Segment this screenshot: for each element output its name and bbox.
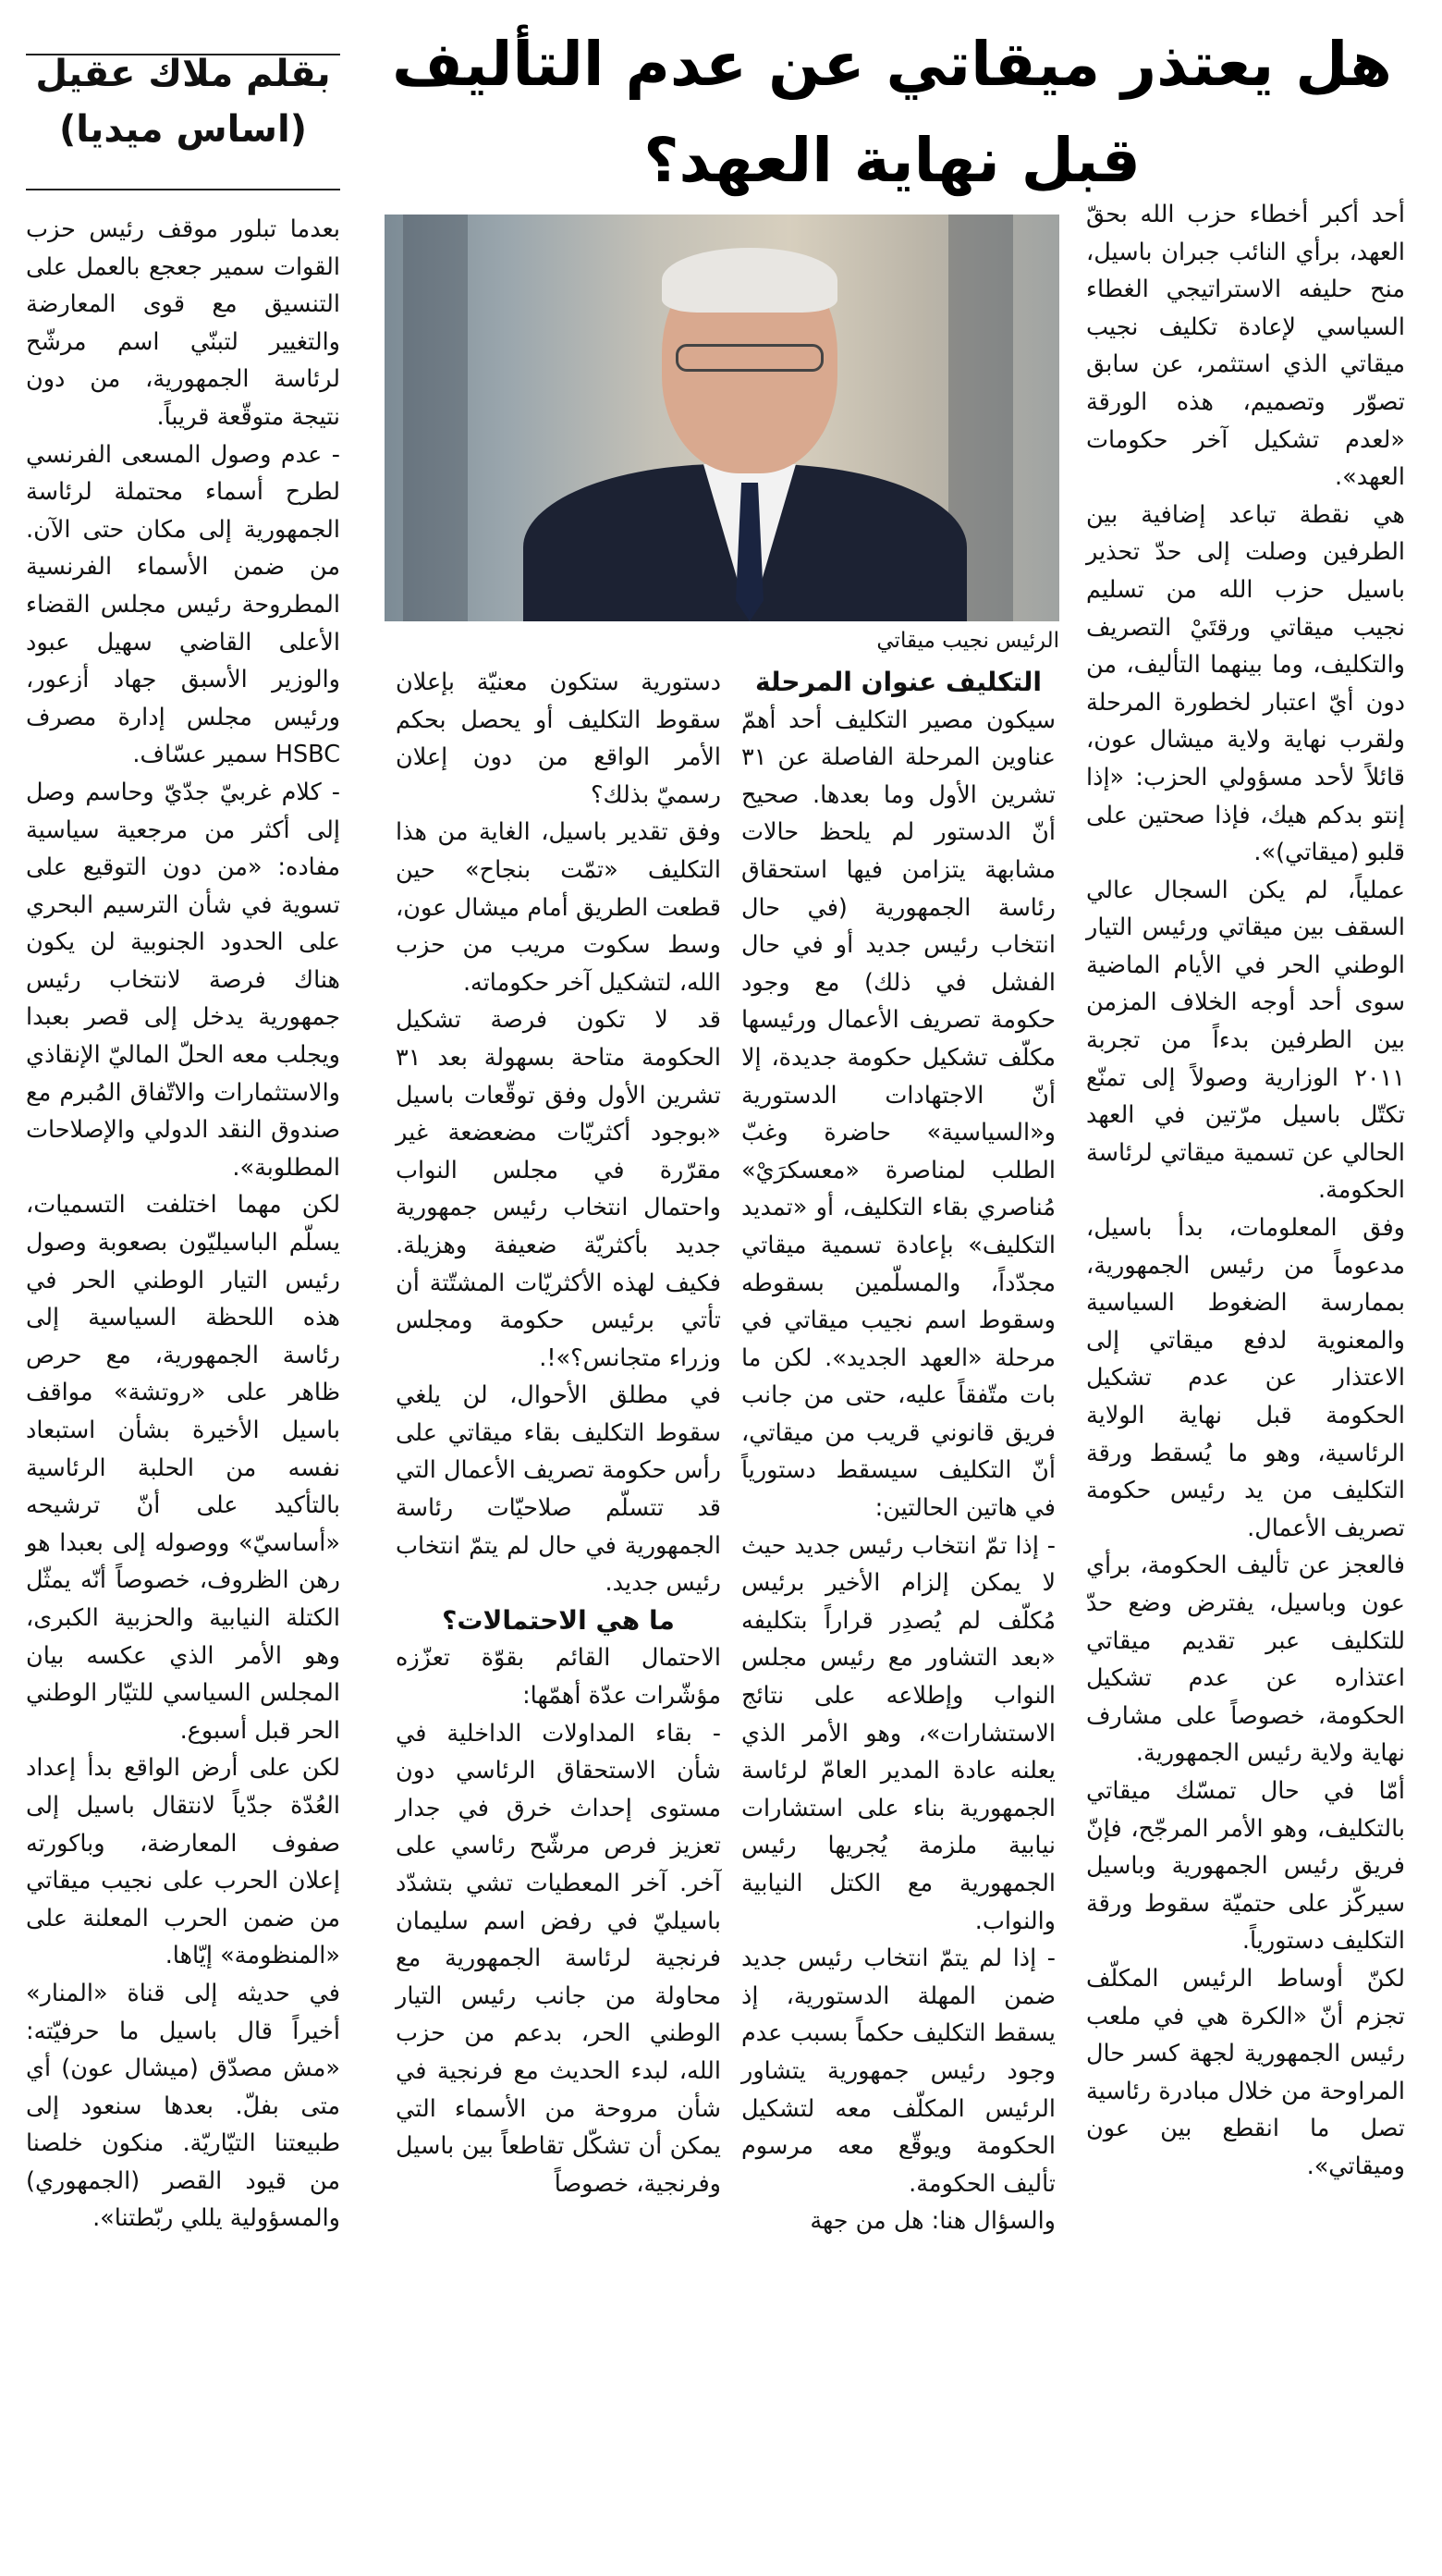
paragraph: عملياً، لم يكن السجال عالي السقف بين ميقاتي ورئيس التيار الوطني الحر في الأيام الماضية سوى أحد أوجه الخلاف المزمن بين الطرفين بدءاً من تجربة ٢٠١١ الوزارية وصولاً إلى تمنّع تكتّل باسيل مرّتين في العهد الحالي عن تسمية ميقاتي لرئاسة الحكومة. [1086,876,1405,1205]
paragraph: - إذا تمّ انتخاب رئيس جديد حيث لا يمكن إلزام الأخير برئيس مُكلّف لم يُصدِر قراراً بتكليفه «بعد التشاور مع رئيس مجلس النواب وإطلاعه على نتائج الاستشارات»، وهو الأمر الذي يعلنه عادة المدير العامّ لرئاسة الجمهورية بناء على استشارات نيابية ملزمة يُجريها رئيس الجمهورية مع الكتل النيابية والنواب. [741,1531,1056,1935]
article-column-1 [1086,196,1405,2185]
photo-background-pillar [403,215,468,621]
paragraph: لكن مهما اختلفت التسميات، يسلّم الباسيليّون بصعوبة وصول رئيس التيار الوطني الحر في هذه اللحظة السياسية إلى رئاسة الجمهورية، مع حرص ظاهر على «روتشة» مواقف باسيل الأخيرة بشأن استبعاد نفسه من الحلبة الرئاسية بالتأكيد على أنّ ترشيحه «أساسيّ» ووصوله إلى بعبدا هو رهن الظروف، خصوصاً أنّه يمثّل الكتلة النيابية والحزبية الكبرى، وهو الأمر الذي عكسه بيان المجلس السياسي للتيّار الوطني الحر قبل أسبوع. [26,1191,340,1745]
source-name: (اساس ميديا) [59,108,307,151]
paragraph: - عدم وصول المسعى الفرنسي لطرح أسماء محتملة لرئاسة الجمهورية إلى مكان حتى الآن. من ضمن الأسماء الفرنسية المطروحة رئيس مجلس القضاء الأعلى القاضي سهيل عبود والوزير الأسبق جهاد أزعور، ورئيس مجلس إدارة مصرف HSBC سمير عسّاف. [26,440,340,769]
article-column-3 [396,664,721,2202]
paragraph: والسؤال هنا: هل من جهة [810,2207,1056,2236]
article-column-4 [26,211,340,2238]
paragraph: هي نقطة تباعد إضافية بين الطرفين وصلت إلى حدّ تحذير باسيل حزب الله من تسليم نجيب ميقاتي ورقتَيْ التصريف والتكليف، وما بينهما التأليف، من دون أيّ اعتبار لخطورة المرحلة ولقرب نهاية ولاية ميشال عون، قائلاً لأحد مسؤولي الحزب: «إذا إنتو بدكم هيك، فإذا صحتين على قلبو (ميقاتي)». [1086,500,1405,867]
headline-line-1: هل يعتذر ميقاتي عن عدم التأليف [392,29,1392,100]
photo-caption: الرئيس نجيب ميقاتي [876,629,1059,653]
paragraph: أمّا في حال تمسّك ميقاتي بالتكليف، وهو الأمر المرجّح، فإنّ فريق رئيس الجمهورية وباسيل سيركّز على حتميّة سقوط ورقة التكليف دستورياً. [1086,1776,1405,1956]
paragraph: لكن على أرض الواقع بدأ إعداد العُدّة جدّياً لانتقال باسيل إلى صفوف المعارضة، وباكورته إعلان الحرب على نجيب ميقاتي من ضمن الحرب المعلنة على «المنظومة» إيّاها. [26,1754,340,1970]
paragraph: في حديثه إلى قناة «المنار» أخيراً قال باسيل ما حرفيّته: «مش مصدّق (ميشال عون) أي متى بفلّ. بعدها سنعود إلى طبيعتنا التيّاريّة. منكون خلصنا من قيود القصر (الجمهوري) والمسؤولية يللي ربّطتنا». [26,1979,340,2233]
paragraph: وفق تقدير باسيل، الغاية من هذا التكليف «تمّت بنجاح» حين قطعت الطريق أمام ميشال عون، وسط سكوت مريب من حزب الله، لتشكيل آخر حكوماته. [396,818,721,997]
paragraph: - إذا لم يتمّ انتخاب رئيس جديد ضمن المهلة الدستورية، إذ يسقط التكليف حكماً بسبب عدم وجود رئيس جمهورية يتشاور الرئيس المكلّف معه لتشكيل الحكومة ويوقّع معه مرسوم تأليف الحكومة. [741,1944,1056,2198]
paragraph: دستورية ستكون معنيّة بإعلان سقوط التكليف أو يحصل بحكم الأمر الواقع من دون إعلان رسميّ بذلك؟ [396,669,721,809]
paragraph: لكنّ أوساط الرئيس المكلّف تجزم أنّ «الكرة هي في ملعب رئيس الجمهورية لجهة كسر حال المراوحة من خلال مبادرة رئاسية تصل ما انقطع بين عون وميقاتي». [1086,1964,1405,2180]
subheading: ما هي الاحتمالات؟ [442,1604,675,1636]
subheading: التكليف عنوان المرحلة [754,667,1043,697]
paragraph: في مطلق الأحوال، لن يلغي سقوط التكليف بقاء ميقاتي على رأس حكومة تصريف الأعمال التي قد تتسلّم صلاحيّات رئاسة الجمهورية في حال لم يتمّ انتخاب رئيس جديد. [396,1381,721,1598]
byline [26,46,340,157]
headline [379,17,1405,209]
author-name: بقلم ملاك عقيل [35,53,331,95]
paragraph: - بقاء المداولات الداخلية في شأن الاستحقاق الرئاسي دون مستوى إحداث خرق في جدار تعزيز فرص مرشّح رئاسي على آخر. آخر المعطيات تشي بتشدّد باسيليّ في رفض اسم سليمان فرنجية لرئاسة الجمهورية مع محاولة من جانب رئيس التيار الوطني الحر، بدعم من حزب الله، لبدء الحديث مع فرنجية في شأن مروحة من الأسماء التي يمكن أن تشكّل تقاطعاً بين باسيل وفرنجية، خصوصاً [396,1719,721,2198]
headline-line-2: قبل نهاية العهد؟ [643,125,1141,196]
paragraph: - كلام غربيّ جدّيّ وحاسم وصل إلى أكثر من مرجعية سياسية مفاده: «من دون التوقيع على تسوية في شأن الترسيم البحري على الحدود الجنوبية لن يكون هناك فرصة لانتخاب رئيس جمهورية يدخل إلى قصر بعبدا ويجلب معه الحلّ الماليّ الإنقاذي والاستثمارات والاتّفاق المُبرم مع صندوق النقد الدولي والإصلاحات المطلوبة». [26,778,340,1182]
paragraph: أحد أكبر أخطاء حزب الله بحقّ العهد، برأي النائب جبران باسيل، منح حليفه الاستراتيجي الغطاء السياسي لإعادة تكليف نجيب ميقاتي الذي استثمر، عن سابق تصوّر وتصميم، هذه الورقة «لعدم تشكيل آخر حكومات العهد». [1086,201,1405,492]
article-photo [385,215,1059,621]
paragraph: بعدما تبلور موقف رئيس حزب القوات سمير جعجع بالعمل على التنسيق مع قوى المعارضة والتغيير لتبنّي اسم مرشّح لرئاسة الجمهورية، من دون نتيجة متوقّعة قريباً. [26,215,340,431]
article-column-2 [741,664,1056,2240]
photo-glasses [676,344,824,372]
paragraph: الاحتمال القائم بقوّة تعزّزه مؤشّرات عدّة أهمّها: [396,1644,721,1711]
photo-hair [662,248,837,313]
paragraph: سيكون مصير التكليف أحد أهمّ عناوين المرحلة الفاصلة عن ٣١ تشرين الأول وما بعدها. صحيح أنّ الدستور لم يلحظ حالات مشابهة يتزامن فيها استحقاق رئاسة الجمهورية (في حال انتخاب رئيس جديد أو في حال الفشل في ذلك) مع وجود حكومة تصريف الأعمال ورئيسها مكلّف تشكيل حكومة جديدة، إلا أنّ الاجتهادات الدستورية و«السياسية» حاضرة وغبّ الطلب لمناصرة «معسكرَيْ» مُناصري بقاء التكليف، أو «تمديد التكليف» بإعادة تسمية ميقاتي مجدّداً، والمسلّمين بسقوطه وسقوط اسم نجيب ميقاتي في مرحلة «العهد الجديد». لكن ما بات متّفقاً عليه، حتى من جانب فريق قانوني قريب من ميقاتي، أنّ التكليف سيسقط دستورياً في هاتين الحالتين: [741,705,1056,1523]
byline-bottom-rule [26,189,340,190]
paragraph: فالعجز عن تأليف الحكومة، برأي عون وباسيل، يفترض وضع حدّ للتكليف عبر تقديم ميقاتي اعتذاره عن عدم تشكيل الحكومة، خصوصاً على مشارف نهاية ولاية رئيس الجمهورية. [1086,1552,1405,1768]
paragraph: وفق المعلومات، بدأ باسيل، مدعوماً من رئيس الجمهورية، بممارسة الضغوط السياسية والمعنوية لدفع ميقاتي إلى الاعتذار عن عدم تشكيل الحكومة قبل نهاية الولاية الرئاسية، وهو ما يُسقط ورقة التكليف من يد رئيس حكومة تصريف الأعمال. [1086,1214,1405,1542]
paragraph: قد لا تكون فرصة تشكيل الحكومة متاحة بسهولة بعد ٣١ تشرين الأول وفق توقّعات باسيل «بوجود أكثريّات مضعضعة غير مقرّرة في مجلس النواب واحتمال انتخاب رئيس جمهورية جديد بأكثريّة ضعيفة وهزيلة. فكيف لهذه الأكثريّات المشتّتة أن تأتي برئيس حكومة ومجلس وزراء متجانس؟»!. [396,1006,721,1372]
